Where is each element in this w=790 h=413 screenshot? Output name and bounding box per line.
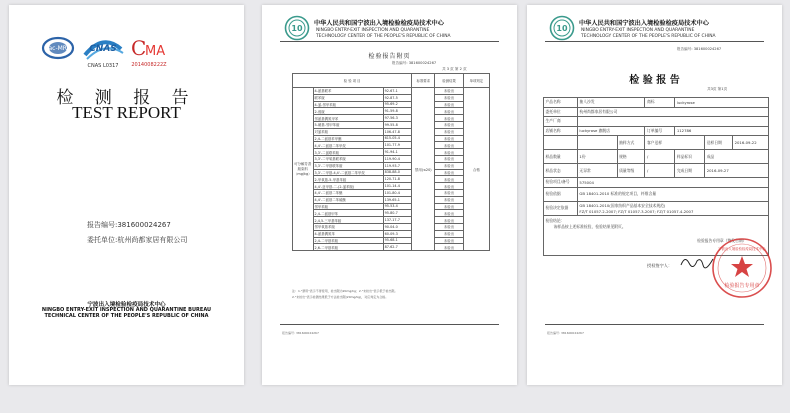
header-title-en1: NINGBO ENTRY-EXIT INSPECTION AND QUARANTINE	[316, 28, 430, 33]
table-row	[293, 121, 490, 128]
table-row	[293, 183, 490, 190]
row-cas-number: 137-17-7	[383, 217, 412, 224]
row-cas-number: 92-87-5	[383, 94, 412, 101]
row-result: 未检出	[435, 94, 464, 101]
cover-footer-en1: NINGBO ENTRY-EXIT INSPECTION AND QUARANTINE BUREAU	[41, 307, 212, 313]
report-form-page	[527, 5, 782, 385]
row-item-name: 3,3'-二甲氧基联苯胺	[313, 155, 383, 162]
remark-stamp-note: 检验报告专用章（签发日期）	[697, 237, 747, 243]
logo-text: 10	[291, 24, 303, 33]
cnas-number: CNAS L0317	[87, 63, 119, 69]
row-cas-number: 87-62-7	[383, 244, 412, 251]
row-result: 未检出	[435, 237, 464, 244]
row-item-name: 4,4'-二氨基二苯甲烷	[313, 142, 383, 149]
row-result: 未检出	[435, 223, 464, 230]
appendix-report-number: 报告编号: 381600024267	[392, 61, 437, 65]
table-row	[293, 142, 490, 149]
cell-brand-label: 商标	[645, 98, 675, 108]
row-result: 未检出	[435, 203, 464, 210]
cnas-logo	[81, 35, 125, 69]
header-divider	[280, 41, 499, 42]
table-header-row	[293, 74, 490, 88]
col-header-item: 检 验 项 目	[293, 74, 412, 88]
cover-title-en: TEST REPORT	[72, 103, 181, 122]
table-row	[293, 108, 490, 115]
row-result: 未检出	[435, 189, 464, 196]
cell-product-value: 抽人沙发	[577, 98, 645, 108]
table-row	[293, 223, 490, 230]
table-row	[293, 196, 490, 203]
table-row	[293, 217, 490, 224]
cell-spec-label: 规格	[617, 150, 645, 164]
row-cas-number: 119-90-4	[383, 155, 412, 162]
cell-client-label: 委托单位	[544, 107, 578, 117]
form-report-number: 报告编号: 381600024267	[677, 47, 722, 51]
table-row	[293, 94, 490, 101]
row-cas-number: 101-77-9	[383, 142, 412, 149]
verdict-value: 合格	[463, 88, 489, 251]
row-result: 未检出	[435, 101, 464, 108]
row-result: 未检出	[435, 210, 464, 217]
signature-scribble	[679, 255, 715, 269]
header-title-en1: NINGBO ENTRY-EXIT INSPECTION AND QUARANTINE	[581, 28, 695, 33]
row-cas-number: 120-71-8	[383, 176, 412, 183]
cell-grade-value: /	[645, 164, 675, 178]
table-row	[293, 155, 490, 162]
row-cas-number: 95-53-4	[383, 203, 412, 210]
row-result: 未检出	[435, 155, 464, 162]
cell-brand-value: luckyrose	[675, 98, 769, 108]
seal-text: 检验报告专用章	[724, 283, 760, 289]
requirement-value: 禁用(≤20)	[412, 88, 435, 251]
logo-text: 10	[556, 24, 568, 33]
row-cas-number: 838-88-0	[383, 169, 412, 176]
header-title-cn: 中华人民共和国宁波出入境检验检疫局技术中心	[579, 20, 709, 27]
table-row	[293, 176, 490, 183]
cell-item-label: 检验项目/备号	[544, 178, 578, 188]
row-item-name: 2,4-二甲基苯胺	[313, 237, 383, 244]
cnas-text: CNAS	[89, 44, 117, 54]
cell-order-value: 112786	[675, 126, 769, 136]
appendix-note-2: 2."未检出"表示检测结果低于方法检出限(20mg/kg)，对应判定为合格。	[292, 295, 389, 299]
cma-text: MA	[145, 44, 166, 59]
cover-client: 委托单位:杭州尚都家居有限公司	[87, 236, 188, 244]
row-result: 未检出	[435, 169, 464, 176]
row-item-name: 4-氨基联苯	[313, 88, 383, 95]
row-cas-number: 139-65-1	[383, 196, 412, 203]
row-result: 未检出	[435, 121, 464, 128]
cell-maker-label: 生产厂商	[544, 117, 578, 127]
cell-complete-value: 2016-09-27	[705, 164, 769, 178]
remark-label: 检验结论：	[545, 217, 565, 223]
cell-spec-value: /	[645, 150, 675, 164]
table-row	[293, 135, 490, 142]
cell-basis-value: GB 18401-2010 标准的规定项目，纤维含量	[577, 187, 768, 201]
table-row	[293, 210, 490, 217]
seal-sub: 宁波出入境检验检疫局技术中心	[718, 247, 766, 251]
signature-label: 授权签字人：	[647, 263, 673, 268]
table-row	[293, 128, 490, 135]
row-item-name: 3,3'-二甲基-4,4'-二氨基二苯甲烷	[313, 169, 383, 176]
cell-product-label: 产品名称	[544, 98, 578, 108]
row-item-name: 4,4'-亚甲基-二-(2-氯苯胺)	[313, 183, 383, 190]
cell-order-label: 订单编号	[645, 126, 675, 136]
row-item-name: 4,4'-二氨基二苯硫醚	[313, 196, 383, 203]
official-seal	[711, 237, 773, 299]
row-result: 未检出	[435, 108, 464, 115]
row-result: 未检出	[435, 176, 464, 183]
row-item-name: 5-硝基-邻甲苯胺	[313, 121, 383, 128]
cell-state-value: 无异常	[577, 164, 617, 178]
table-row	[293, 237, 490, 244]
cell-date-label: 送样日期	[705, 136, 733, 150]
row-cas-number: 91-59-8	[383, 108, 412, 115]
cell-judge-value	[577, 201, 768, 215]
report-cover-page	[9, 5, 244, 385]
row-item-name: 邻甲氧基苯胺	[313, 223, 383, 230]
row-item-name: 4-氨基偶氮苯	[313, 230, 383, 237]
row-item-name: 2,4-二氨基甲苯	[313, 210, 383, 217]
report-appendix-page	[262, 5, 517, 385]
remark-value: 该样品按上述标准检验，检验结果见附页。	[553, 223, 626, 229]
row-item-name: 邻甲苯胺	[313, 203, 383, 210]
row-item-name: 2-萘胺	[313, 108, 383, 115]
judge-line-1: GB 18401-2010(国家纺织产品基本安全技术规范)	[579, 202, 666, 208]
row-result: 未检出	[435, 217, 464, 224]
row-cas-number: 60-09-3	[383, 230, 412, 237]
cma-logo	[129, 37, 169, 71]
cell-complete-label: 完成日期	[675, 164, 705, 178]
row-item-name: 2,4-二氨基苯甲醚	[313, 135, 383, 142]
table-row	[293, 189, 490, 196]
row-cas-number: 91-94-1	[383, 149, 412, 156]
header-title-en2: TECHNOLOGY CENTER OF THE PEOPLE'S REPUBLIC OF CHINA	[316, 34, 451, 39]
row-result: 未检出	[435, 149, 464, 156]
row-result: 未检出	[435, 162, 464, 169]
row-cas-number: 95-80-7	[383, 210, 412, 217]
appendix-title: 检验报告附页	[368, 53, 411, 60]
table-row	[293, 88, 490, 95]
row-cas-number: 95-69-2	[383, 101, 412, 108]
cover-report-number: 报告编号:381600024267	[87, 221, 171, 229]
row-item-name: 3,3'-二氯联苯胺	[313, 149, 383, 156]
col-header-requirement: 标准要求	[412, 74, 435, 88]
row-cas-number: 95-68-1	[383, 237, 412, 244]
table-row	[293, 203, 490, 210]
appendix-page-number: 共 3 页 第 2 页	[442, 67, 467, 71]
table-row	[293, 169, 490, 176]
row-result: 未检出	[435, 183, 464, 190]
table-row	[293, 244, 490, 251]
row-item-name: 对氯苯胺	[313, 128, 383, 135]
row-cas-number: 106-47-8	[383, 128, 412, 135]
row-result: 未检出	[435, 115, 464, 122]
table-row	[293, 149, 490, 156]
row-item-name: 4-氯-邻甲苯胺	[313, 101, 383, 108]
row-result: 未检出	[435, 128, 464, 135]
form-title: 检 验 报 告	[629, 75, 680, 86]
appendix-test-table	[292, 73, 490, 251]
cell-mark-label: 样品标识	[675, 150, 705, 164]
svg-text:C: C	[131, 37, 147, 60]
row-item-name: 2-甲氧基-5-甲基苯胺	[313, 176, 383, 183]
row-cas-number: 97-56-3	[383, 115, 412, 122]
row-result: 未检出	[435, 230, 464, 237]
cover-footer-en2: TECHNICAL CENTER OF THE PEOPLE'S REPUBLIC OF CHINA	[44, 313, 209, 319]
row-result: 未检出	[435, 88, 464, 95]
table-row	[293, 162, 490, 169]
form-page-number: 共3页 第1页	[707, 87, 728, 91]
cover-footer-cn: 宁波出入境检验检疫局技术中心	[87, 302, 166, 308]
cell-sampling-blank	[577, 136, 617, 150]
cell-date-value: 2016-09-22	[733, 136, 769, 150]
table-row	[293, 115, 490, 122]
row-cas-number: 119-93-7	[383, 162, 412, 169]
row-cas-number: 92-67-1	[383, 88, 412, 95]
header-title-cn: 中华人民共和国宁波出入境检验检疫局技术中心	[314, 20, 444, 27]
header-divider	[545, 41, 764, 42]
row-cas-number: 101-80-4	[383, 189, 412, 196]
report-info-table	[543, 97, 769, 256]
row-result: 未检出	[435, 135, 464, 142]
cell-mark-value: 成品	[705, 150, 769, 164]
cma-number: 2014008222Z	[131, 62, 167, 68]
row-result: 未检出	[435, 142, 464, 149]
cell-shop-label: 店铺名称	[544, 126, 578, 136]
cell-judge-label: 检验决定依据	[544, 201, 578, 215]
row-item-name: 2,6-二甲基苯胺	[313, 244, 383, 251]
cell-item-value: 575004	[577, 178, 768, 188]
row-cas-number: 99-55-8	[383, 121, 412, 128]
col-header-result: 检测结果	[435, 74, 464, 88]
row-item-name: 联苯胺	[313, 94, 383, 101]
cell-sampling-value: 客户送样	[645, 136, 705, 150]
cell-qty-label: 样品数量	[544, 150, 578, 164]
judge-line-2: FZ/T 01057.2-2007; FZ/T 01057.3-2007; FZ/T 01057.4-2007	[579, 208, 694, 214]
row-result: 未检出	[435, 196, 464, 203]
header-title-en2: TECHNOLOGY CENTER OF THE PEOPLE'S REPUBLIC OF CHINA	[581, 34, 716, 39]
appendix-note-1: 注：1."禁用"表示不得使用，检出限为20mg/kg；2."未检出"表示低于检出限。	[292, 289, 398, 293]
cover-title: 检 测 报 告	[56, 88, 197, 108]
footer-divider	[545, 324, 764, 325]
table-row	[293, 230, 490, 237]
cell-sampling-label: 抽样方式	[617, 136, 645, 150]
col-header-verdict: 单项判定	[463, 74, 489, 88]
cell-qty-value: 1份	[577, 150, 617, 164]
table-row	[293, 101, 490, 108]
ilac-mra-logo	[41, 35, 75, 65]
group-label: 可分解芳香胺染料（mg/kg）	[293, 88, 314, 251]
row-item-name: 邻氨基偶氮甲苯	[313, 115, 383, 122]
cell-grade-label: 质量等级	[617, 164, 645, 178]
footer-text: 报告编号: 381600024267	[282, 331, 319, 335]
cell-client-value: 杭州尚都家居有限公司	[577, 107, 768, 117]
cell-shop-value: luckyrose 旗舰店	[577, 126, 645, 136]
cell-maker-value	[577, 117, 768, 127]
cell-basis-label: 检验依据	[544, 187, 578, 201]
row-result: 未检出	[435, 244, 464, 251]
accreditation-logos	[41, 35, 181, 75]
footer-divider	[280, 324, 499, 325]
row-item-name: 3,3'-二甲基联苯胺	[313, 162, 383, 169]
footer-text: 报告编号: 381600024267	[547, 331, 584, 335]
ilac-mra-text: ilac-MRA	[45, 45, 71, 52]
cell-sampling-empty	[544, 136, 578, 150]
row-cas-number: 615-05-4	[383, 135, 412, 142]
row-cas-number: 101-14-4	[383, 183, 412, 190]
row-item-name: 2,4,5-三甲基苯胺	[313, 217, 383, 224]
row-item-name: 4,4'-二氨基二苯醚	[313, 189, 383, 196]
cell-state-label: 样品状态	[544, 164, 578, 178]
row-cas-number: 90-04-0	[383, 223, 412, 230]
